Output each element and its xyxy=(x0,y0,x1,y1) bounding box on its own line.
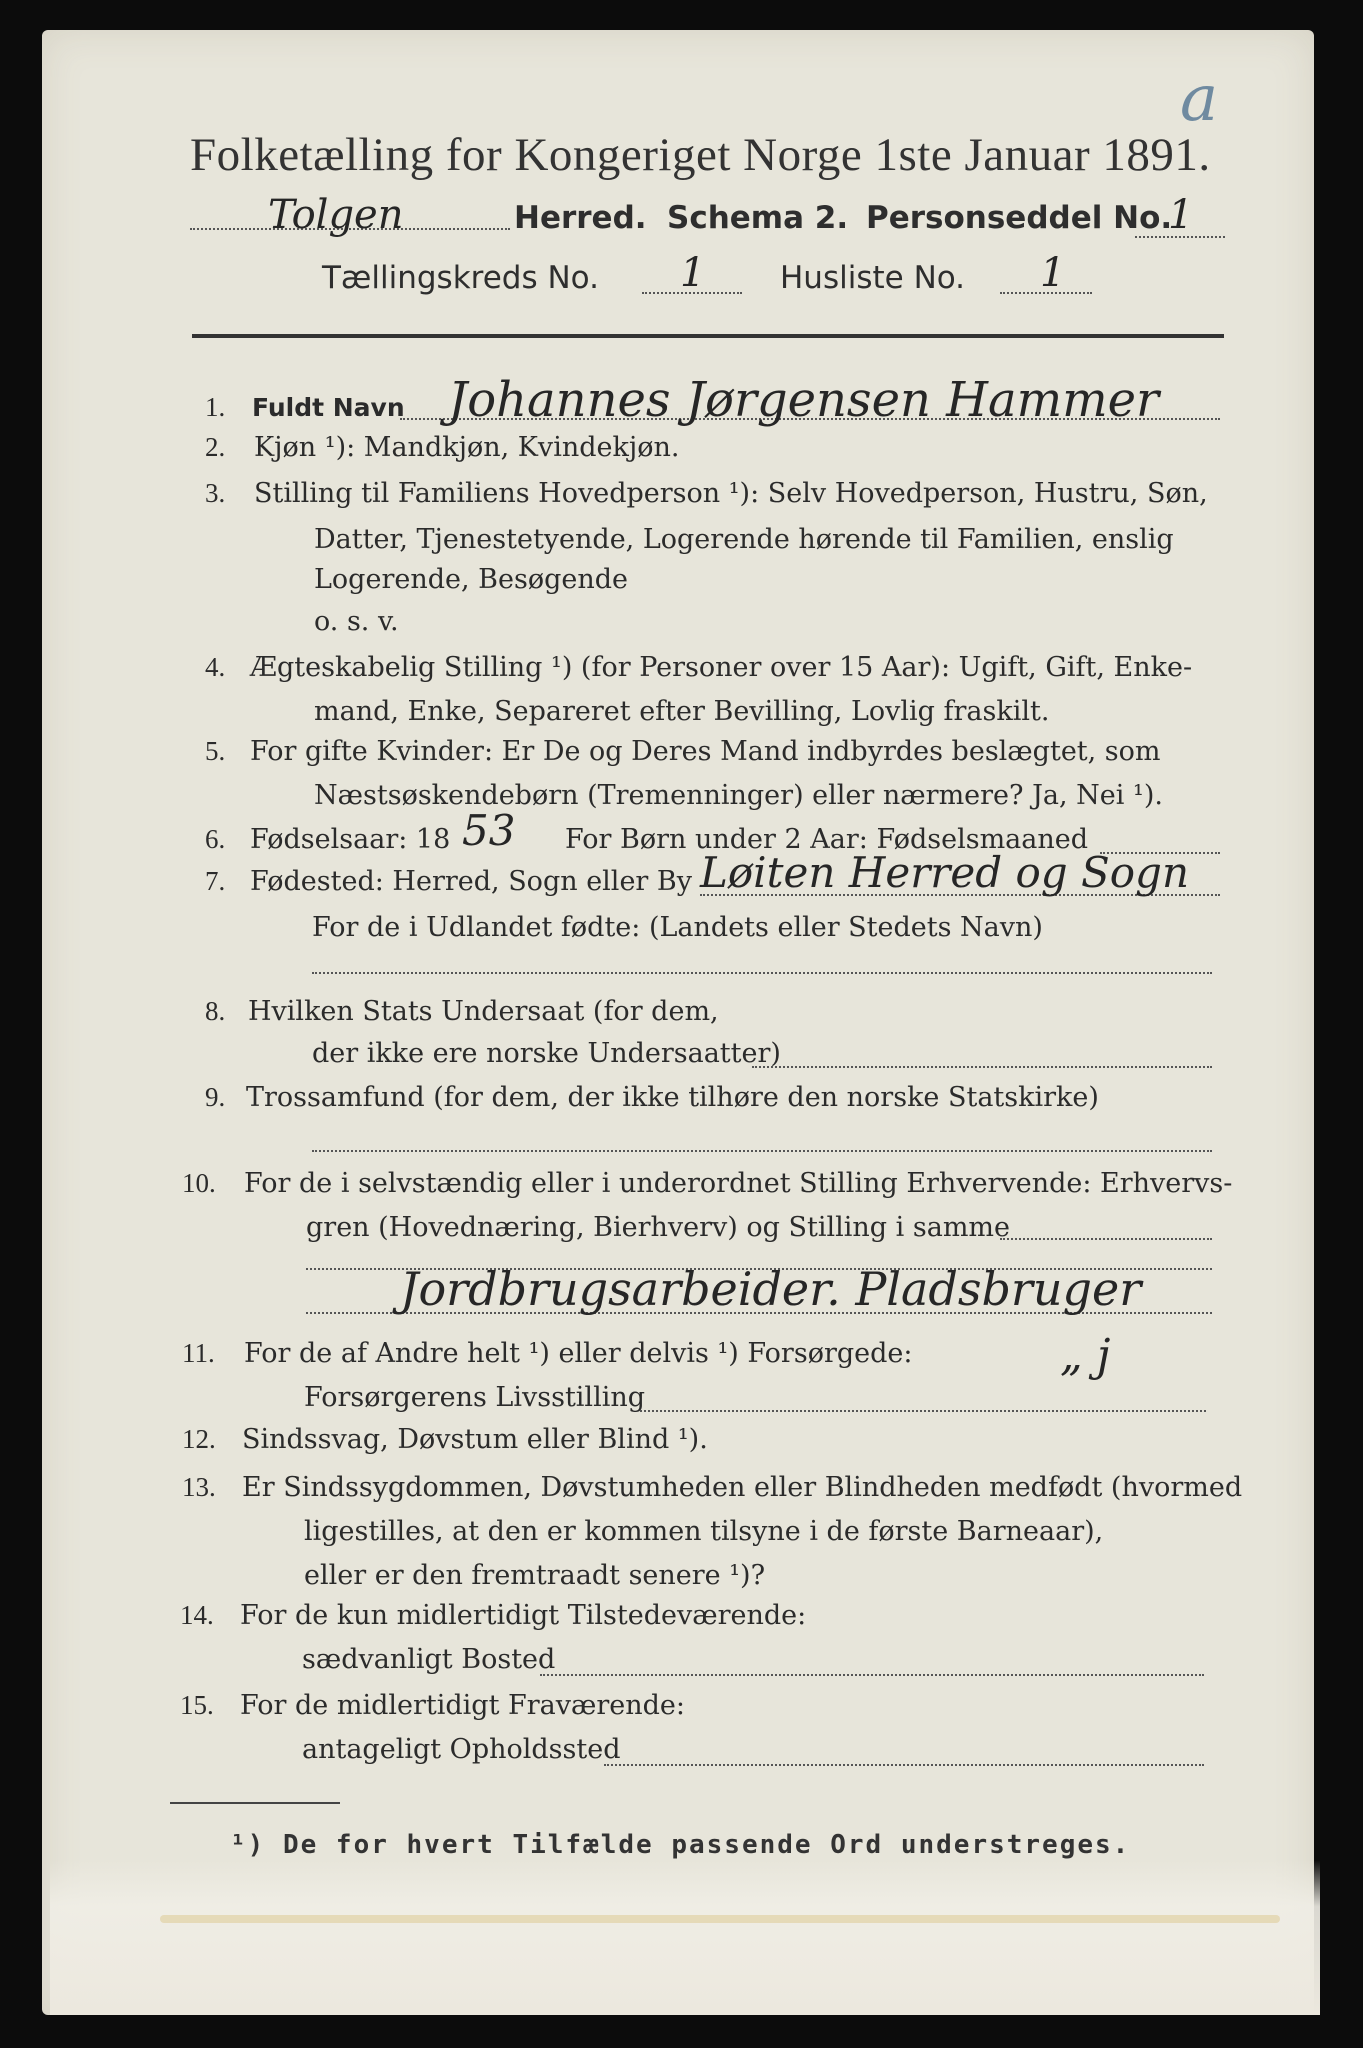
husliste-value: 1 xyxy=(1040,250,1066,296)
item-3-line-4: o. s. v. xyxy=(314,606,399,637)
item-2-number: 2. xyxy=(205,432,226,462)
item-15-line-2: antageligt Opholdssted xyxy=(302,1734,621,1765)
corner-mark: a xyxy=(1180,62,1219,136)
item-1-answer: Johannes Jørgensen Hammer xyxy=(448,372,1159,428)
item-4-line-1: Ægteskabelig Stilling ¹) (for Personer over 15 Aar): Ugift, Gift, Enke- xyxy=(250,652,1193,683)
paper-stain xyxy=(50,1860,1320,2015)
item-13-number: 13. xyxy=(182,1472,216,1502)
item-8-line-1: Hvilken Stats Undersaat (for dem, xyxy=(248,996,719,1027)
item-6-number: 6. xyxy=(205,824,226,854)
item-6-label-2: For Børn under 2 Aar: Fødselsmaaned xyxy=(565,824,1089,855)
item-13-line-3: eller er den fremtraadt senere ¹)? xyxy=(304,1560,766,1591)
item-1-number: 1. xyxy=(205,392,226,422)
paper-stain-band xyxy=(160,1915,1280,1923)
item-7-line-2: For de i Udlandet fødte: (Landets eller Stedets Navn) xyxy=(312,912,1043,943)
header-rule xyxy=(192,334,1224,338)
item-13-line-1: Er Sindssygdommen, Døvstumheden eller Blindheden medfødt (hvormed xyxy=(242,1472,1243,1503)
item-11-line xyxy=(640,1410,1206,1412)
husliste-label: Husliste No. xyxy=(780,260,966,296)
item-3-line-1: Stilling til Familiens Hovedperson ¹): Selv Hovedperson, Hustru, Søn, xyxy=(254,478,1208,509)
item-5-number: 5. xyxy=(205,736,226,766)
item-11-line-2: Forsørgerens Livsstilling xyxy=(304,1382,646,1413)
footnote-rule xyxy=(170,1802,340,1804)
item-6-answer: 53 xyxy=(462,806,516,855)
item-11-number: 11. xyxy=(182,1338,215,1368)
item-4-number: 4. xyxy=(205,652,226,682)
herred-label: Herred. xyxy=(514,200,647,236)
personseddel-value: 1 xyxy=(1168,192,1194,238)
item-9-line xyxy=(312,1150,1212,1152)
item-14-line xyxy=(540,1674,1204,1676)
item-3-line-3: Logerende, Besøgende xyxy=(314,564,628,595)
item-9-number: 9. xyxy=(205,1082,226,1112)
item-14-line-1: For de kun midlertidigt Tilstedeværende: xyxy=(240,1600,807,1631)
item-7-number: 7. xyxy=(205,866,226,896)
herred-value: Tolgen xyxy=(268,192,404,238)
item-14-line-2: sædvanligt Bosted xyxy=(302,1644,556,1675)
footnote: ¹) De for hvert Tilfælde passende Ord understreges. xyxy=(230,1830,1131,1860)
item-10-line-1: For de i selvstændig eller i underordnet Stilling Erhvervende: Erhvervs- xyxy=(244,1168,1233,1199)
item-7-label: Fødested: Herred, Sogn eller By xyxy=(250,866,693,897)
item-5-line-1: For gifte Kvinder: Er De og Deres Mand indbyrdes beslægtet, som xyxy=(250,736,1161,767)
item-11-line-1: For de af Andre helt ¹) eller delvis ¹) Forsørgede: xyxy=(244,1338,913,1369)
item-12-text: Sindssvag, Døvstum eller Blind ¹). xyxy=(242,1424,708,1455)
item-2-text: Kjøn ¹): Mandkjøn, Kvindekjøn. xyxy=(254,432,680,463)
form-title: Folketælling for Kongeriget Norge 1ste Januar 1891. xyxy=(190,129,1211,181)
item-7-answer: Løiten Herred og Sogn xyxy=(700,848,1189,897)
item-3-line-2: Datter, Tjenestetyende, Logerende hørende til Familien, enslig xyxy=(314,524,1174,555)
item-8-number: 8. xyxy=(205,996,226,1026)
item-15-line xyxy=(604,1764,1204,1766)
item-10-line-a xyxy=(1000,1238,1212,1240)
item-11-answer: „ j xyxy=(1060,1330,1111,1381)
item-7-line-3 xyxy=(312,972,1212,974)
kreds-label: Tællingskreds No. xyxy=(322,260,599,296)
item-8-line-2: der ikke ere norske Undersaatter) xyxy=(312,1038,781,1069)
item-15-line-1: For de midlertidigt Fraværende: xyxy=(240,1690,686,1721)
personseddel-label: Personseddel No. xyxy=(866,200,1173,236)
item-3-number: 3. xyxy=(205,478,226,508)
item-15-number: 15. xyxy=(180,1690,214,1720)
item-9-text: Trossamfund (for dem, der ikke tilhøre den norske Statskirke) xyxy=(246,1082,1099,1113)
item-10-number: 10. xyxy=(182,1168,216,1198)
item-12-number: 12. xyxy=(182,1424,216,1454)
item-10-line-2: gren (Hovednæring, Bierhverv) og Stilling i samme xyxy=(306,1212,1011,1243)
item-8-line xyxy=(752,1066,1212,1068)
item-13-line-2: ligestilles, at den er kommen tilsyne i de første Barneaar), xyxy=(304,1516,1104,1547)
item-6-label: Fødselsaar: 18 xyxy=(250,824,451,855)
item-1-label: Fuldt Navn xyxy=(252,393,405,422)
item-4-line-2: mand, Enke, Separeret efter Bevilling, Lovlig fraskilt. xyxy=(314,696,1050,727)
item-10-answer: Jordbrugsarbeider. Pladsbruger xyxy=(400,1262,1142,1316)
kreds-value: 1 xyxy=(680,250,706,296)
item-5-line-2: Næstsøskendebørn (Tremenninger) eller nærmere? Ja, Nei ¹). xyxy=(314,780,1163,811)
item-14-number: 14. xyxy=(180,1600,214,1630)
schema-label: Schema 2. xyxy=(667,200,849,236)
